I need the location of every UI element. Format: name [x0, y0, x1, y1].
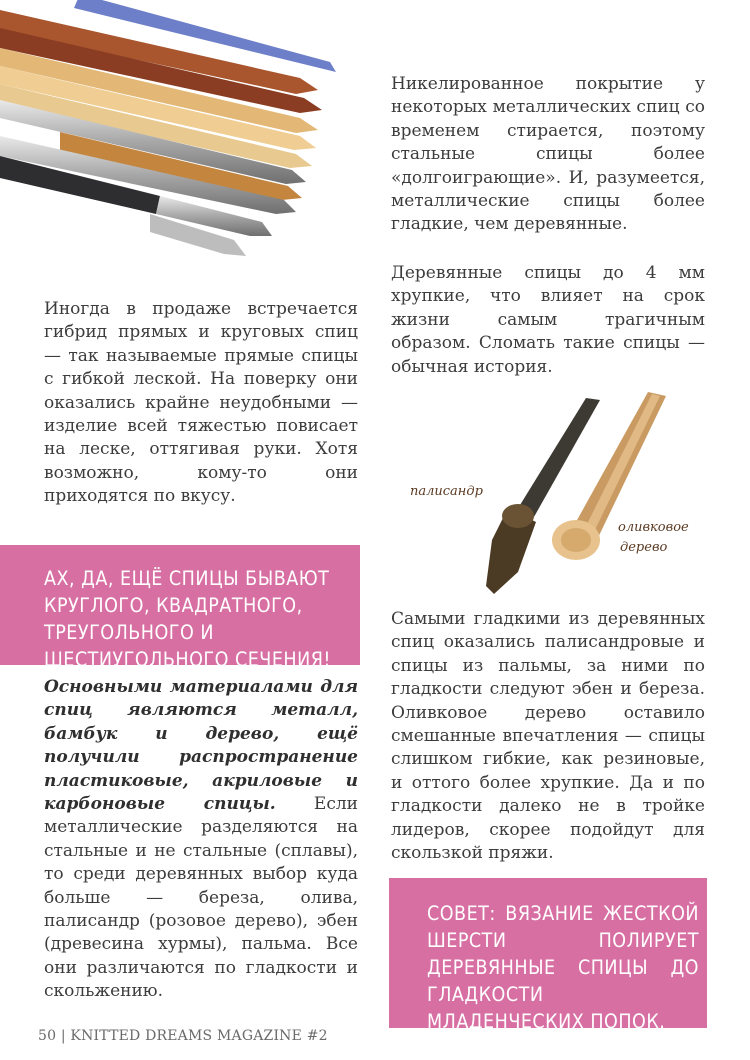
paragraph-materials-rest: Если металлические разделяются на стальные и не стальные (сплавы), то среди деревянных выбор куда больше — береза, олива, палисандр (розовое дерево), эбен (древесина хурмы), пальма. Все они различаются по гладкости и скольжению. [44, 794, 358, 1002]
olive-needle-highlight [580, 394, 660, 540]
paragraph-materials [44, 676, 358, 1004]
wood-needles-photo [390, 390, 750, 598]
paragraph-smoothest-woods: Самыми гладкими из деревянных спиц оказались палисандровые и спицы из пальмы, за ними по гладкости следуют эбен и береза. Оливковое дерево оставило смешанные впечатления — спицы слишком гибкие, как резиновые, и оттого более хрупкие. Да и по гладкости далеко не в тройке лидеров, скорее подойдут для скользкой пряжи. [391, 609, 705, 864]
rosewood-needle-end [502, 504, 534, 528]
paragraph-materials-lead: Основными материалами для спиц являются металл, бамбук и дерево, ещё получили распространение пластиковые, акриловые и карбоновые спицы. [44, 677, 358, 815]
callout-text: АХ, ДА, ЕЩЁ СПИЦЫ БЫВАЮТ КРУГЛОГО, КВАДРАТНОГО, ТРЕУГОЛЬНОГО И ШЕСТИУГОЛЬНОГО СЕЧЕНИЯ! [44, 567, 331, 671]
tip-box [389, 878, 707, 1033]
paragraph-hybrid-needles: Иногда в продаже встречается гибрид прямых и круговых спиц — так называемые прямые спицы с гибкой леской. На поверку они оказались крайне неудобными — изделие всей тяжестью повисает на леске, оттягивая руки. Хотя возможно, кому-то они приходятся по вкусу. [44, 299, 358, 507]
label-rosewood: палисандр [410, 484, 483, 499]
paragraph-nickel-coating: Никелированное покрытие у некоторых металлических спиц со временем стирается, поэтому стальные спицы более «долгоиграющие». И, разумеется, металлические спицы более гладкие, чем деревянные. [391, 74, 705, 235]
callout-box [0, 545, 360, 671]
paragraph-wooden-fragile: Деревянные спицы до 4 мм хрупкие, что влияет на срок жизни самым трагичным образом. Сломать такие спицы — обычная история. [391, 263, 705, 377]
tip-text: СОВЕТ: ВЯЗАНИЕ ЖЕСТКОЙ ШЕРСТИ ПОЛИРУЕТ ДЕРЕВЯННЫЕ СПИЦЫ ДО ГЛАДКОСТИ МЛАДЕНЧЕСКИХ ПОПОК. [427, 902, 699, 1033]
label-olive-1: оливковое [618, 520, 689, 535]
knitting-needles-photo [0, 0, 350, 265]
page-footer: 50 | KNITTED DREAMS MAGAZINE #2 [38, 1028, 328, 1044]
olive-needle-end-grain [561, 528, 591, 552]
label-olive-2: дерево [620, 540, 668, 555]
